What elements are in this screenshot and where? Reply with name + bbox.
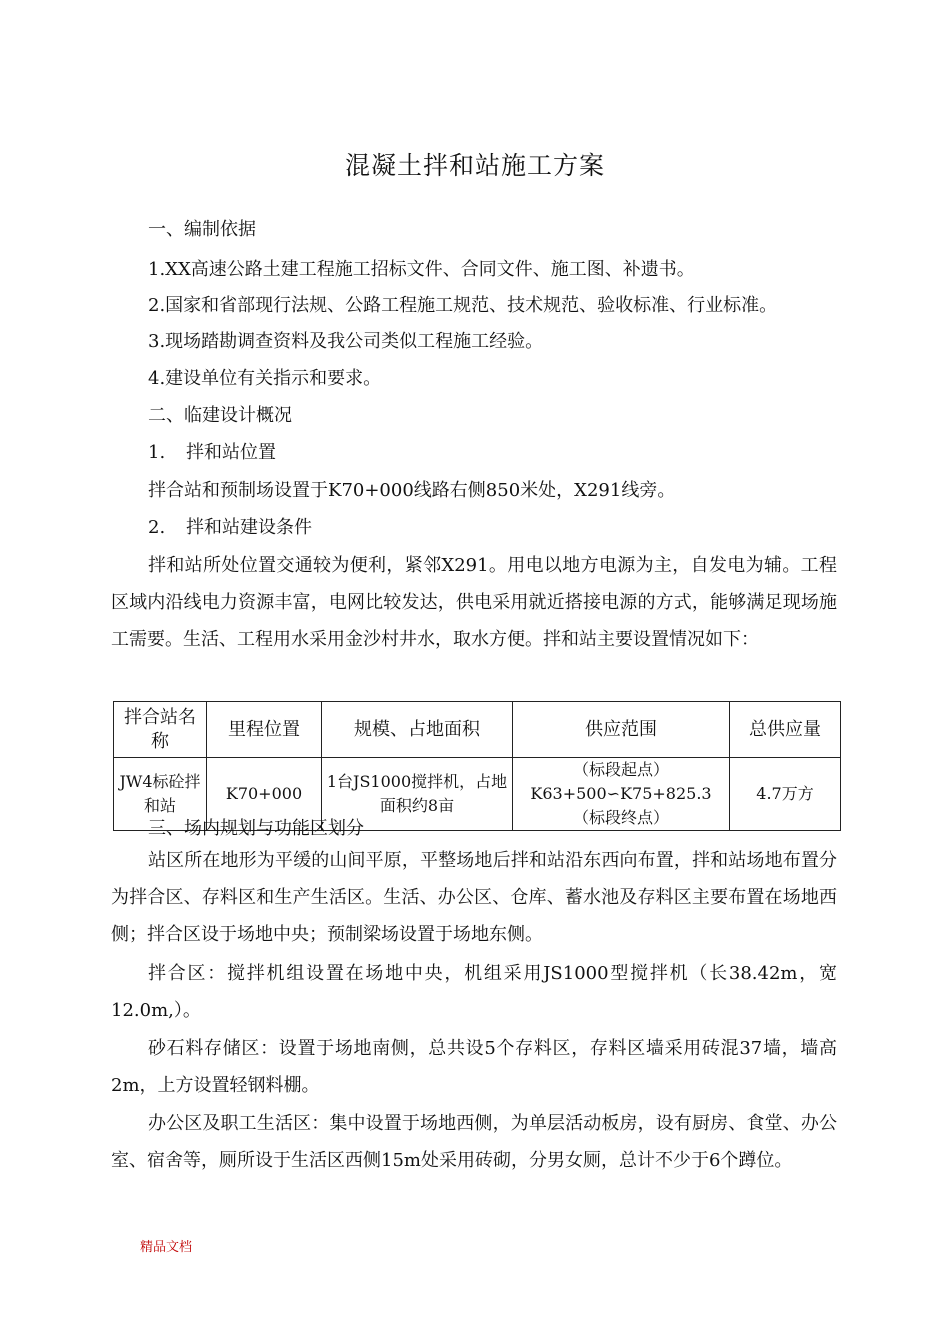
table-header-cell: 里程位置 <box>207 702 322 758</box>
section-1-heading: 一、编制依据 <box>148 219 256 240</box>
table-cell: 4.7万方 <box>730 758 841 831</box>
station-location-text: 拌合站和预制场设置于K70+000线路右侧850米处，X291线旁。 <box>148 480 676 501</box>
station-info-table <box>113 701 841 831</box>
table-header-row <box>114 702 841 758</box>
table-cell: （标段起点）K63+500∽K75+825.3（标段终点） <box>513 758 730 831</box>
basis-item: 1.XX高速公路土建工程施工招标文件、合同文件、施工图、补遗书。 <box>148 259 695 280</box>
aggregate-storage-paragraph: 砂石料存储区：设置于场地南侧，总共设5个存料区，存料区墙采用砖混37墙，墙高2m，上方设置轻钢料棚。 <box>111 1038 837 1096</box>
subsection-title: 拌和站建设条件 <box>186 517 312 538</box>
subsection-number: 1. <box>148 442 166 463</box>
document-title: 混凝土拌和站施工方案 <box>344 151 605 180</box>
section-3-heading: 三、场内规划与功能区划分 <box>148 818 364 839</box>
subsection-2-heading <box>148 516 312 540</box>
section-2-heading: 二、临建设计概况 <box>148 405 292 426</box>
basis-item: 2.国家和省部现行法规、公路工程施工规范、技术规范、验收标准、行业标准。 <box>148 295 778 316</box>
basis-item: 4.建设单位有关指示和要求。 <box>148 368 382 389</box>
subsection-title: 拌和站位置 <box>186 442 276 463</box>
footer-watermark: 精品文档 <box>140 1240 193 1255</box>
office-living-paragraph: 办公区及职工生活区：集中设置于场地西侧，为单层活动板房，设有厨房、食堂、办公室、宿舍等，厕所设于生活区西侧15m处采用砖砌，分男女厕，总计不少于6个蹲位。 <box>111 1113 837 1171</box>
mixing-area-paragraph: 拌合区：搅拌机组设置在场地中央，机组采用JS1000型搅拌机（长38.42m，宽12.0m,）。 <box>111 963 837 1021</box>
subsection-1-heading <box>148 441 276 465</box>
construction-conditions-paragraph: 拌和站所处位置交通较为便利，紧邻X291。用电以地方电源为主，自发电为辅。工程区域内沿线电力资源丰富，电网比较发达，供电采用就近搭接电源的方式，能够满足现场施工需要。生活、工程用水采用金沙村井水，取水方便。拌和站主要设置情况如下： <box>111 555 837 650</box>
table-cell: JW4标砼拌和站 <box>114 758 207 831</box>
subsection-number: 2. <box>148 517 166 538</box>
basis-item: 3.现场踏勘调查资料及我公司类似工程施工经验。 <box>148 331 544 352</box>
table-cell: 1台JS1000搅拌机，占地面积约8亩 <box>322 758 513 831</box>
table-header-cell: 总供应量 <box>730 702 841 758</box>
table-cell: K70+000 <box>207 758 322 831</box>
layout-paragraph: 站区所在地形为平缓的山间平原，平整场地后拌和站沿东西向布置，拌和站场地布置分为拌合区、存料区和生产生活区。生活、办公区、仓库、蓄水池及存料区主要布置在场地西侧；拌合区设于场地中央；预制梁场设置于场地东侧。 <box>111 850 837 945</box>
table-header-cell: 拌合站名称 <box>114 702 207 758</box>
table-header-cell: 供应范围 <box>513 702 730 758</box>
table-header-cell: 规模、占地面积 <box>322 702 513 758</box>
